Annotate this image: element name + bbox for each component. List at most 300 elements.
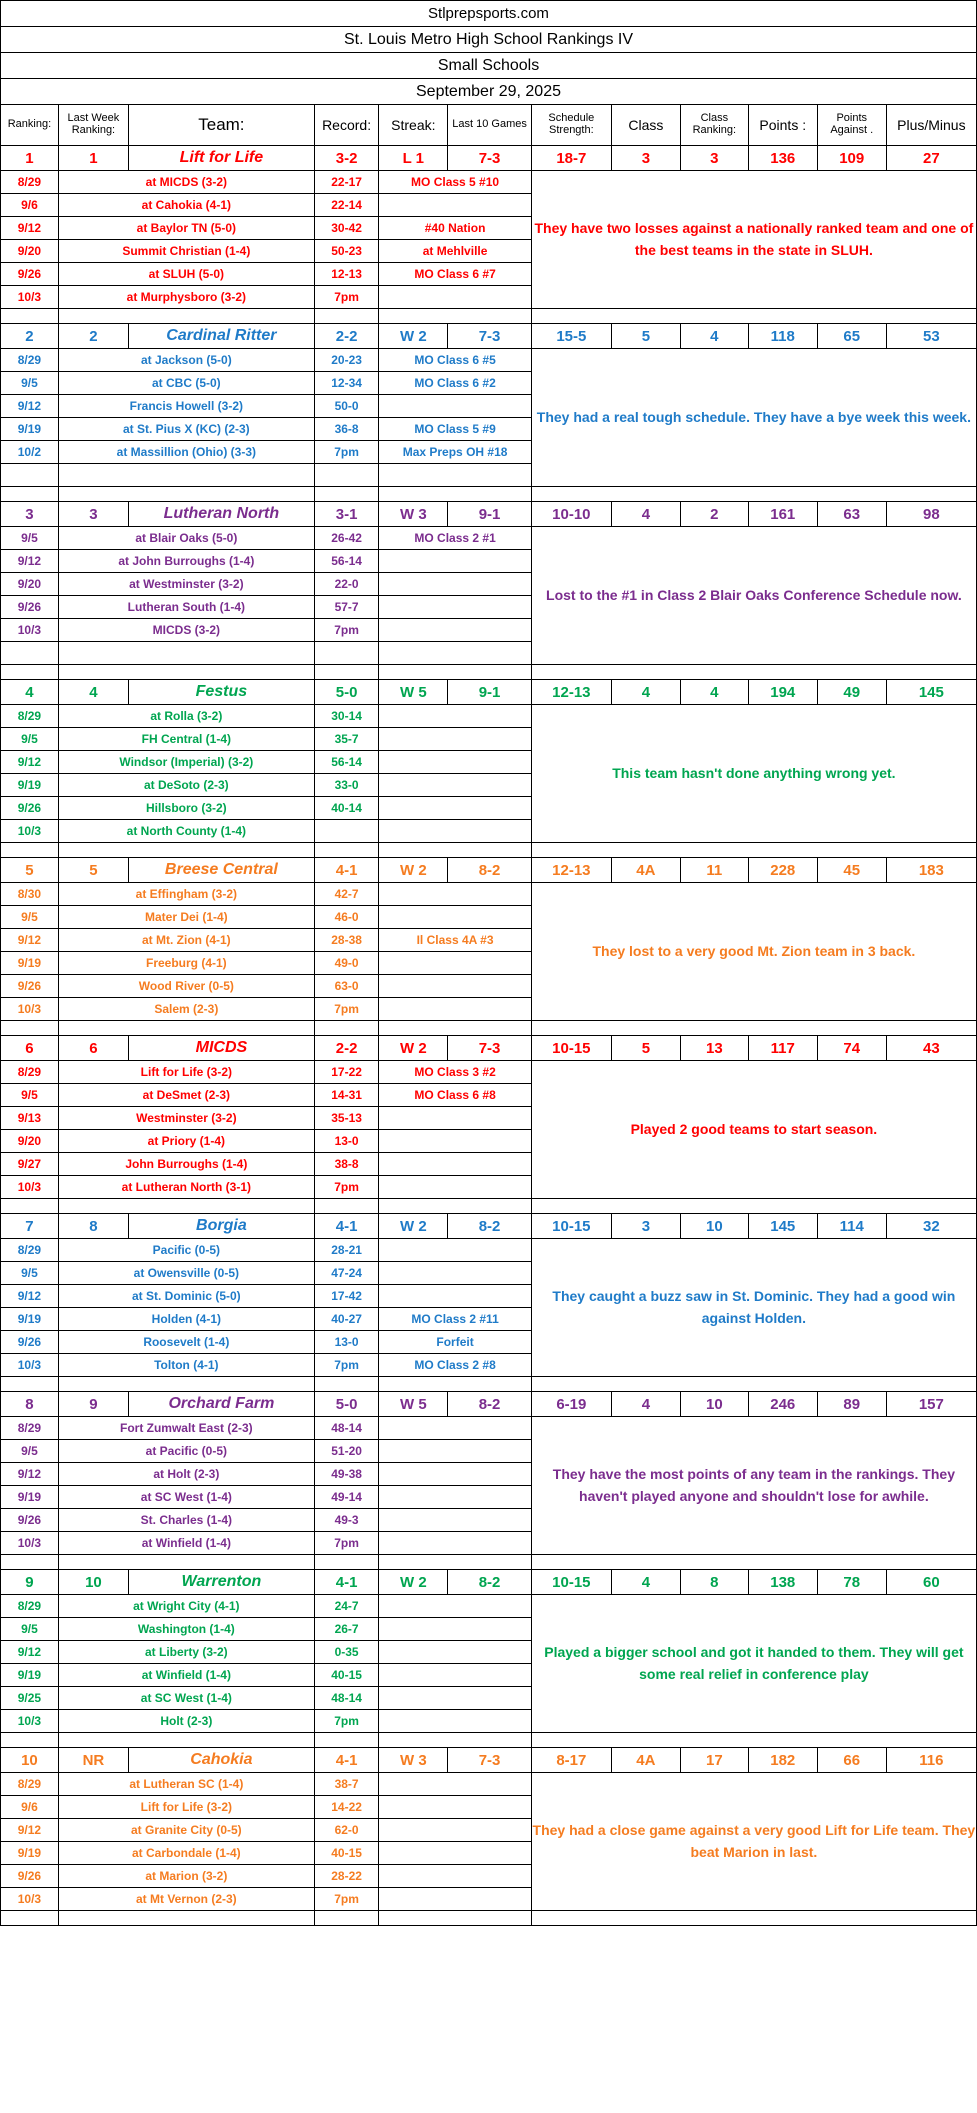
game-opponent: Holden (4-1) xyxy=(58,1308,314,1331)
team-last-week-rank: 5 xyxy=(58,858,128,883)
team-plus-minus: 183 xyxy=(886,858,976,883)
game-score: 36-8 xyxy=(314,418,379,441)
team-class-ranking: 17 xyxy=(680,1748,748,1773)
team-summary-row xyxy=(1,1392,977,1417)
spacer-row xyxy=(1,1555,977,1570)
spacer-row xyxy=(1,1377,977,1392)
game-row xyxy=(1,349,977,372)
game-opponent: St. Charles (1-4) xyxy=(58,1509,314,1532)
spacer-cell xyxy=(1,1911,59,1926)
team-name: Orchard Farm xyxy=(128,1392,314,1417)
spacer-cell xyxy=(1,309,59,324)
game-opponent: Mater Dei (1-4) xyxy=(58,906,314,929)
game-score: 7pm xyxy=(314,619,379,642)
team-last10: 7-3 xyxy=(448,1036,531,1061)
team-record: 4-1 xyxy=(314,1748,379,1773)
page-date: September 29, 2025 xyxy=(1,79,977,105)
game-note xyxy=(379,797,531,820)
game-date: 8/29 xyxy=(1,1773,59,1796)
title-row xyxy=(1,1,977,27)
game-note xyxy=(379,1509,531,1532)
game-note: MO Class 5 #10 xyxy=(379,171,531,194)
game-note: MO Class 6 #5 xyxy=(379,349,531,372)
game-date: 9/12 xyxy=(1,550,59,573)
team-rank: 1 xyxy=(1,146,59,171)
team-plus-minus: 32 xyxy=(886,1214,976,1239)
team-points-against: 109 xyxy=(817,146,886,171)
spacer-cell xyxy=(379,487,531,502)
game-score: 38-8 xyxy=(314,1153,379,1176)
game-score: 56-14 xyxy=(314,550,379,573)
game-date: 9/19 xyxy=(1,418,59,441)
game-opponent: at Holt (2-3) xyxy=(58,1463,314,1486)
game-opponent: at North County (1-4) xyxy=(58,820,314,843)
title-row xyxy=(1,53,977,79)
game-score: 50-23 xyxy=(314,240,379,263)
col-header-points: Points : xyxy=(748,105,817,146)
team-streak: W 2 xyxy=(379,1570,448,1595)
game-score: 49-38 xyxy=(314,1463,379,1486)
game-score: 63-0 xyxy=(314,975,379,998)
team-class: 4 xyxy=(611,680,680,705)
team-plus-minus: 145 xyxy=(886,680,976,705)
team-name: Warrenton xyxy=(128,1570,314,1595)
game-note xyxy=(379,952,531,975)
game-score: 22-0 xyxy=(314,573,379,596)
game-date: 9/26 xyxy=(1,797,59,820)
team-last-week-rank: 10 xyxy=(58,1570,128,1595)
spacer-row xyxy=(1,1911,977,1926)
game-note: Max Preps OH #18 xyxy=(379,441,531,464)
game-date: 8/29 xyxy=(1,705,59,728)
game-date: 10/3 xyxy=(1,1176,59,1199)
spacer-cell xyxy=(314,843,379,858)
game-score: 35-7 xyxy=(314,728,379,751)
game-date: 9/5 xyxy=(1,728,59,751)
spacer-cell xyxy=(531,487,976,502)
page-subtitle: Small Schools xyxy=(1,53,977,79)
game-opponent: Pacific (0-5) xyxy=(58,1239,314,1262)
game-opponent: Windsor (Imperial) (3-2) xyxy=(58,751,314,774)
game-note: MO Class 6 #2 xyxy=(379,372,531,395)
game-opponent: Washington (1-4) xyxy=(58,1618,314,1641)
game-score: 22-17 xyxy=(314,171,379,194)
team-class-ranking: 10 xyxy=(680,1214,748,1239)
team-record: 4-1 xyxy=(314,858,379,883)
game-row xyxy=(1,171,977,194)
game-score: 40-27 xyxy=(314,1308,379,1331)
col-header-class-ranking: Class Ranking: xyxy=(680,105,748,146)
game-row xyxy=(1,1061,977,1084)
team-rank: 7 xyxy=(1,1214,59,1239)
team-comment: They lost to a very good Mt. Zion team in 3 back. xyxy=(531,883,976,1021)
game-note xyxy=(379,975,531,998)
game-opponent: John Burroughs (1-4) xyxy=(58,1153,314,1176)
team-last10: 9-1 xyxy=(448,502,531,527)
team-comment: Played 2 good teams to start season. xyxy=(531,1061,976,1199)
team-name: Lutheran North xyxy=(128,502,314,527)
team-name: Cahokia xyxy=(128,1748,314,1773)
game-date: 9/6 xyxy=(1,1796,59,1819)
game-score: 13-0 xyxy=(314,1130,379,1153)
team-last-week-rank: 3 xyxy=(58,502,128,527)
team-plus-minus: 43 xyxy=(886,1036,976,1061)
game-date: 9/19 xyxy=(1,1308,59,1331)
game-note xyxy=(379,1664,531,1687)
game-row xyxy=(1,705,977,728)
team-record: 3-2 xyxy=(314,146,379,171)
game-date: 9/26 xyxy=(1,1509,59,1532)
game-opponent: at Liberty (3-2) xyxy=(58,1641,314,1664)
game-opponent: at Marion (3-2) xyxy=(58,1865,314,1888)
game-date: 9/6 xyxy=(1,194,59,217)
game-row xyxy=(1,1417,977,1440)
team-schedule-strength: 12-13 xyxy=(531,680,611,705)
game-date: 9/12 xyxy=(1,929,59,952)
game-note: MO Class 2 #8 xyxy=(379,1354,531,1377)
game-note xyxy=(379,194,531,217)
team-schedule-strength: 18-7 xyxy=(531,146,611,171)
team-name: Lift for Life xyxy=(128,146,314,171)
game-score: 49-0 xyxy=(314,952,379,975)
game-note xyxy=(379,998,531,1021)
spacer-cell xyxy=(1,1377,59,1392)
game-score xyxy=(314,642,379,665)
game-note: MO Class 6 #8 xyxy=(379,1084,531,1107)
spacer-cell xyxy=(531,1021,976,1036)
game-date: 10/3 xyxy=(1,1532,59,1555)
game-score: 48-14 xyxy=(314,1417,379,1440)
spacer-row xyxy=(1,1733,977,1748)
team-summary-row xyxy=(1,502,977,527)
game-note xyxy=(379,1618,531,1641)
game-note: MO Class 2 #1 xyxy=(379,527,531,550)
team-points-against: 114 xyxy=(817,1214,886,1239)
spacer-cell xyxy=(379,1199,531,1214)
col-header-last10: Last 10 Games xyxy=(448,105,531,146)
team-streak: W 2 xyxy=(379,324,448,349)
team-points: 138 xyxy=(748,1570,817,1595)
team-last10: 7-3 xyxy=(448,146,531,171)
game-opponent: at Lutheran SC (1-4) xyxy=(58,1773,314,1796)
game-score: 28-21 xyxy=(314,1239,379,1262)
game-score: 48-14 xyxy=(314,1687,379,1710)
game-note xyxy=(379,883,531,906)
game-date: 9/20 xyxy=(1,573,59,596)
game-opponent xyxy=(58,642,314,665)
spacer-cell xyxy=(314,665,379,680)
spacer-cell xyxy=(531,843,976,858)
game-row xyxy=(1,1595,977,1618)
spacer-cell xyxy=(379,1911,531,1926)
team-schedule-strength: 10-15 xyxy=(531,1214,611,1239)
game-opponent: at Blair Oaks (5-0) xyxy=(58,527,314,550)
game-score: 49-14 xyxy=(314,1486,379,1509)
team-rank: 9 xyxy=(1,1570,59,1595)
game-date: 9/20 xyxy=(1,240,59,263)
game-date: 8/29 xyxy=(1,1417,59,1440)
col-header-team: Team: xyxy=(128,105,314,146)
spacer-cell xyxy=(58,1911,314,1926)
spacer-row xyxy=(1,1199,977,1214)
game-note xyxy=(379,1153,531,1176)
game-date: 9/19 xyxy=(1,1842,59,1865)
game-note: MO Class 5 #9 xyxy=(379,418,531,441)
game-note xyxy=(379,1710,531,1733)
team-class-ranking: 4 xyxy=(680,324,748,349)
game-opponent: at Mt Vernon (2-3) xyxy=(58,1888,314,1911)
team-record: 4-1 xyxy=(314,1214,379,1239)
team-schedule-strength: 10-15 xyxy=(531,1570,611,1595)
game-date: 10/3 xyxy=(1,1888,59,1911)
team-last10: 8-2 xyxy=(448,858,531,883)
game-note xyxy=(379,1440,531,1463)
game-date: 10/3 xyxy=(1,820,59,843)
team-record: 5-0 xyxy=(314,680,379,705)
spacer-cell xyxy=(379,1377,531,1392)
team-summary-row xyxy=(1,1570,977,1595)
game-note xyxy=(379,1641,531,1664)
game-note: MO Class 2 #11 xyxy=(379,1308,531,1331)
team-class-ranking: 8 xyxy=(680,1570,748,1595)
game-score: 7pm xyxy=(314,441,379,464)
team-plus-minus: 53 xyxy=(886,324,976,349)
team-plus-minus: 98 xyxy=(886,502,976,527)
team-schedule-strength: 12-13 xyxy=(531,858,611,883)
spacer-cell xyxy=(58,1555,314,1570)
team-points: 136 xyxy=(748,146,817,171)
game-date: 8/29 xyxy=(1,171,59,194)
game-date: 9/5 xyxy=(1,1084,59,1107)
game-opponent: at SLUH (5-0) xyxy=(58,263,314,286)
spacer-cell xyxy=(379,843,531,858)
game-row xyxy=(1,1773,977,1796)
team-points-against: 63 xyxy=(817,502,886,527)
team-schedule-strength: 8-17 xyxy=(531,1748,611,1773)
spacer-row xyxy=(1,843,977,858)
spacer-cell xyxy=(1,1555,59,1570)
game-opponent: at Lutheran North (3-1) xyxy=(58,1176,314,1199)
game-note xyxy=(379,820,531,843)
game-score: 38-7 xyxy=(314,1773,379,1796)
game-note xyxy=(379,705,531,728)
game-date: 9/12 xyxy=(1,751,59,774)
game-opponent: at Baylor TN (5-0) xyxy=(58,217,314,240)
game-note xyxy=(379,1796,531,1819)
team-comment: Played a bigger school and got it handed to them. They will get some real relief in conference play xyxy=(531,1595,976,1733)
team-summary-row xyxy=(1,858,977,883)
spacer-cell xyxy=(58,1021,314,1036)
team-comment: They had a close game against a very good Lift for Life team. They beat Marion in last. xyxy=(531,1773,976,1911)
team-rank: 6 xyxy=(1,1036,59,1061)
team-name: Breese Central xyxy=(128,858,314,883)
game-date: 9/5 xyxy=(1,906,59,929)
game-opponent: Hillsboro (3-2) xyxy=(58,797,314,820)
team-rank: 4 xyxy=(1,680,59,705)
game-opponent: at SC West (1-4) xyxy=(58,1687,314,1710)
team-streak: W 2 xyxy=(379,1036,448,1061)
team-points: 182 xyxy=(748,1748,817,1773)
spacer-cell xyxy=(58,309,314,324)
game-note xyxy=(379,550,531,573)
game-opponent: at Pacific (0-5) xyxy=(58,1440,314,1463)
game-note xyxy=(379,1107,531,1130)
game-row xyxy=(1,1239,977,1262)
title-row xyxy=(1,27,977,53)
game-date xyxy=(1,642,59,665)
spacer-cell xyxy=(1,1021,59,1036)
team-last-week-rank: 8 xyxy=(58,1214,128,1239)
game-date: 9/19 xyxy=(1,952,59,975)
game-score: 7pm xyxy=(314,1888,379,1911)
game-note xyxy=(379,1262,531,1285)
game-note xyxy=(379,728,531,751)
game-score: 47-24 xyxy=(314,1262,379,1285)
team-last-week-rank: NR xyxy=(58,1748,128,1773)
game-note: #40 Nation xyxy=(379,217,531,240)
team-record: 5-0 xyxy=(314,1392,379,1417)
spacer-row xyxy=(1,487,977,502)
team-streak: W 5 xyxy=(379,1392,448,1417)
team-class: 5 xyxy=(611,1036,680,1061)
game-score: 40-14 xyxy=(314,797,379,820)
game-date: 9/20 xyxy=(1,1130,59,1153)
team-points: 161 xyxy=(748,502,817,527)
game-score: 42-7 xyxy=(314,883,379,906)
team-class-ranking: 13 xyxy=(680,1036,748,1061)
game-date: 10/3 xyxy=(1,998,59,1021)
game-score: 20-23 xyxy=(314,349,379,372)
spacer-cell xyxy=(314,309,379,324)
game-score: 12-34 xyxy=(314,372,379,395)
game-note xyxy=(379,1463,531,1486)
game-opponent: Tolton (4-1) xyxy=(58,1354,314,1377)
game-opponent: Lutheran South (1-4) xyxy=(58,596,314,619)
game-note xyxy=(379,596,531,619)
team-class: 5 xyxy=(611,324,680,349)
game-score: 7pm xyxy=(314,998,379,1021)
game-date: 10/2 xyxy=(1,441,59,464)
team-summary-row xyxy=(1,1748,977,1773)
team-streak: W 5 xyxy=(379,680,448,705)
game-opponent: at Priory (1-4) xyxy=(58,1130,314,1153)
team-record: 2-2 xyxy=(314,324,379,349)
team-schedule-strength: 15-5 xyxy=(531,324,611,349)
game-opponent: Francis Howell (3-2) xyxy=(58,395,314,418)
team-class-ranking: 4 xyxy=(680,680,748,705)
spacer-cell xyxy=(1,665,59,680)
team-streak: W 2 xyxy=(379,1214,448,1239)
game-row xyxy=(1,883,977,906)
game-score: 26-7 xyxy=(314,1618,379,1641)
game-opponent: Westminster (3-2) xyxy=(58,1107,314,1130)
game-opponent: at Winfield (1-4) xyxy=(58,1664,314,1687)
game-score: 62-0 xyxy=(314,1819,379,1842)
game-date: 10/3 xyxy=(1,286,59,309)
team-streak: W 3 xyxy=(379,1748,448,1773)
game-date: 9/12 xyxy=(1,1285,59,1308)
game-score: 46-0 xyxy=(314,906,379,929)
game-score: 35-13 xyxy=(314,1107,379,1130)
team-last-week-rank: 2 xyxy=(58,324,128,349)
game-note xyxy=(379,464,531,487)
game-note xyxy=(379,1865,531,1888)
spacer-cell xyxy=(531,1377,976,1392)
game-opponent: at Murphysboro (3-2) xyxy=(58,286,314,309)
game-date: 9/5 xyxy=(1,527,59,550)
game-opponent: at Carbondale (1-4) xyxy=(58,1842,314,1865)
game-note: at Mehlville xyxy=(379,240,531,263)
game-score: 14-31 xyxy=(314,1084,379,1107)
team-last-week-rank: 4 xyxy=(58,680,128,705)
team-points-against: 49 xyxy=(817,680,886,705)
game-date: 8/29 xyxy=(1,1061,59,1084)
game-date: 10/3 xyxy=(1,1710,59,1733)
game-score: 57-7 xyxy=(314,596,379,619)
team-points-against: 89 xyxy=(817,1392,886,1417)
column-header-row xyxy=(1,105,977,146)
game-note: Il Class 4A #3 xyxy=(379,929,531,952)
team-class-ranking: 11 xyxy=(680,858,748,883)
game-note xyxy=(379,751,531,774)
team-comment: This team hasn't done anything wrong yet. xyxy=(531,705,976,843)
game-score: 7pm xyxy=(314,1176,379,1199)
spacer-cell xyxy=(379,1733,531,1748)
game-score: 17-42 xyxy=(314,1285,379,1308)
game-score: 13-0 xyxy=(314,1331,379,1354)
team-points-against: 78 xyxy=(817,1570,886,1595)
game-opponent: at Mt. Zion (4-1) xyxy=(58,929,314,952)
game-row xyxy=(1,527,977,550)
game-date: 9/5 xyxy=(1,1262,59,1285)
spacer-cell xyxy=(58,1199,314,1214)
game-date: 9/26 xyxy=(1,1865,59,1888)
spacer-cell xyxy=(314,1377,379,1392)
team-summary-row xyxy=(1,146,977,171)
game-date: 9/27 xyxy=(1,1153,59,1176)
game-score: 28-22 xyxy=(314,1865,379,1888)
team-schedule-strength: 10-10 xyxy=(531,502,611,527)
spacer-cell xyxy=(314,1021,379,1036)
spacer-cell xyxy=(379,309,531,324)
col-header-streak: Streak: xyxy=(379,105,448,146)
game-note: MO Class 3 #2 xyxy=(379,1061,531,1084)
game-opponent: at Granite City (0-5) xyxy=(58,1819,314,1842)
spacer-cell xyxy=(531,309,976,324)
spacer-cell xyxy=(314,487,379,502)
spacer-cell xyxy=(314,1733,379,1748)
team-comment: They have the most points of any team in the rankings. They haven't played anyone and shouldn't lose for awhile. xyxy=(531,1417,976,1555)
col-header-ranking: Ranking: xyxy=(1,105,59,146)
game-note xyxy=(379,1130,531,1153)
game-opponent: at Westminster (3-2) xyxy=(58,573,314,596)
spacer-row xyxy=(1,1021,977,1036)
game-date: 9/5 xyxy=(1,1618,59,1641)
game-opponent: Summit Christian (1-4) xyxy=(58,240,314,263)
game-date: 9/26 xyxy=(1,975,59,998)
team-plus-minus: 116 xyxy=(886,1748,976,1773)
team-plus-minus: 27 xyxy=(886,146,976,171)
game-date: 9/12 xyxy=(1,1641,59,1664)
spacer-cell xyxy=(1,1199,59,1214)
title-row xyxy=(1,79,977,105)
game-opponent: at Rolla (3-2) xyxy=(58,705,314,728)
site-title: Stlprepsports.com xyxy=(1,1,977,27)
spacer-cell xyxy=(58,665,314,680)
team-name: MICDS xyxy=(128,1036,314,1061)
game-opponent: at SC West (1-4) xyxy=(58,1486,314,1509)
team-last10: 9-1 xyxy=(448,680,531,705)
